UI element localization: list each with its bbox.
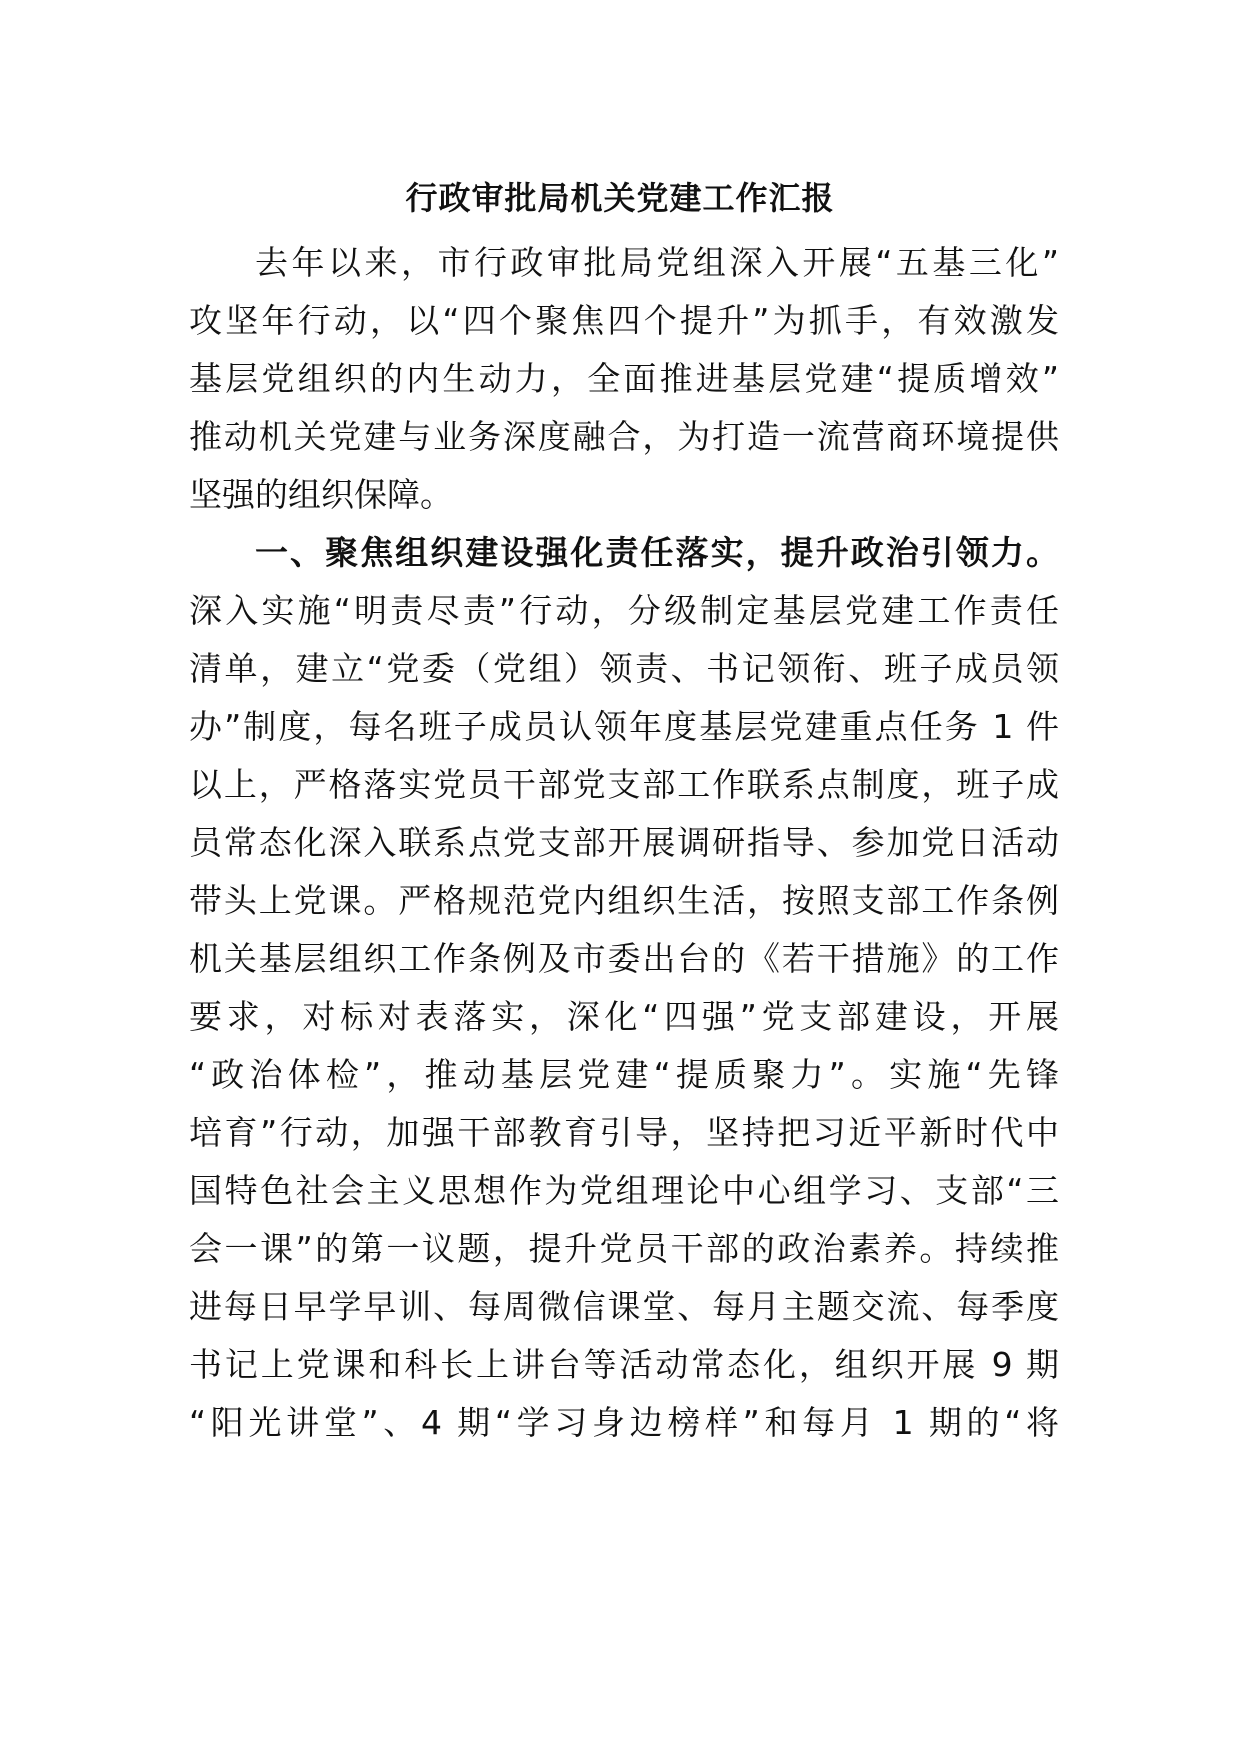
- paragraph-line: 深入实施“明责尽责”行动，分级制定基层党建工作责任: [189, 591, 1059, 630]
- paragraph-line: 办”制度，每名班子成员认领年度基层党建重点任务 1 件: [189, 707, 1059, 746]
- paragraph-line: 坚强的组织保障。: [189, 475, 453, 514]
- paragraph-line: 去年以来，市行政审批局党组深入开展“五基三化”: [255, 243, 1059, 282]
- paragraph-line: 推动机关党建与业务深度融合，为打造一流营商环境提供: [189, 417, 1059, 456]
- section-heading: 一、聚焦组织建设强化责任落实，提升政治引领力。: [255, 533, 1059, 572]
- paragraph-line: 进每日早学早训、每周微信课堂、每月主题交流、每季度: [189, 1287, 1059, 1326]
- paragraph-line: 以上，严格落实党员干部党支部工作联系点制度，班子成: [189, 765, 1059, 804]
- paragraph-line: 攻坚年行动，以“四个聚焦四个提升”为抓手，有效激发: [189, 301, 1059, 340]
- paragraph-line: 要求，对标对表落实，深化“四强”党支部建设，开展: [189, 997, 1059, 1036]
- paragraph-line: 带头上党课。严格规范党内组织生活，按照支部工作条例: [189, 881, 1059, 920]
- paragraph-line: “阳光讲堂”、4 期“学习身边榜样”和每月 1 期的“将: [189, 1403, 1059, 1442]
- paragraph-line: 清单，建立“党委（党组）领责、书记领衔、班子成员领: [189, 649, 1059, 688]
- paragraph-line: 培育”行动，加强干部教育引导，坚持把习近平新时代中: [189, 1113, 1059, 1152]
- paragraph-line: 会一课”的第一议题，提升党员干部的政治素养。持续推: [189, 1229, 1059, 1268]
- paragraph-line: 员常态化深入联系点党支部开展调研指导、参加党日活动: [189, 823, 1059, 862]
- document-title: 行政审批局机关党建工作汇报: [405, 179, 835, 217]
- paragraph-line: 机关基层组织工作条例及市委出台的《若干措施》的工作: [189, 939, 1059, 978]
- paragraph-line: 基层党组织的内生动力，全面推进基层党建“提质增效”: [189, 359, 1059, 398]
- paragraph-line: “政治体检”，推动基层党建“提质聚力”。实施“先锋: [189, 1055, 1059, 1094]
- paragraph-line: 国特色社会主义思想作为党组理论中心组学习、支部“三: [189, 1171, 1059, 1210]
- paragraph-line: 书记上党课和科长上讲台等活动常态化，组织开展 9 期: [189, 1345, 1059, 1384]
